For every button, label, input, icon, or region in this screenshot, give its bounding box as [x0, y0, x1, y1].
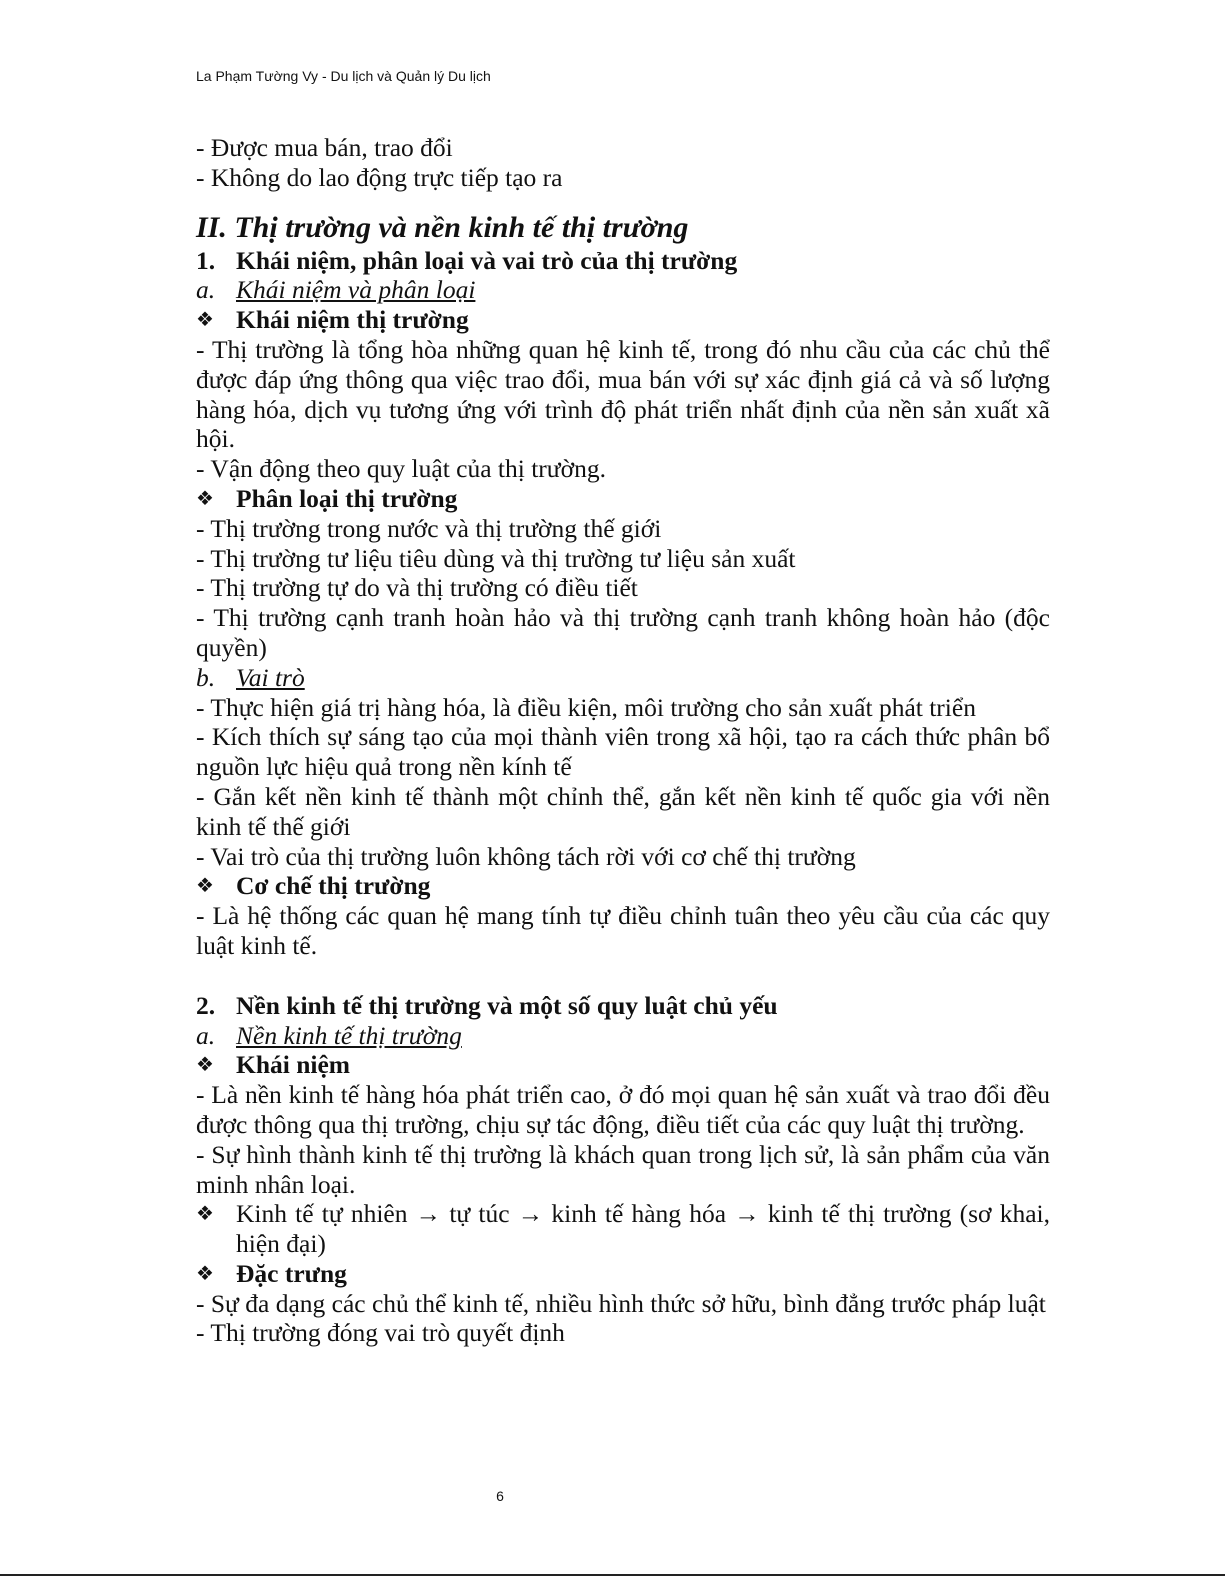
sub-heading-text: Khái niệm và phân loại [236, 275, 476, 305]
paragraph: - Thị trường tư liệu tiêu dùng và thị trường tư liệu sản xuất [196, 543, 796, 573]
diamond-bullet-icon: ❖ [196, 1260, 214, 1285]
paragraph: - Gắn kết nền kinh tế thành một chỉnh thể, gắn kết nền kinh tế quốc gia với nền kinh tế thế giới [196, 781, 1050, 841]
subsection-heading-1 [196, 246, 1050, 276]
diamond-bullet-icon: ❖ [196, 1052, 214, 1077]
paragraph: - Được mua bán, trao đổi [196, 133, 453, 162]
paragraph: - Kích thích sự sáng tạo của mọi thành viên trong xã hội, tạo ra cách thức phân bổ nguồn lực hiệu quả trong nền kính tế [196, 722, 1050, 782]
paragraph: - Là nền kinh tế hàng hóa phát triển cao, ở đó mọi quan hệ sản xuất và trao đổi đều được thông qua thị trường, chịu sự tác động, điều tiết của các quy luật thị trường. [196, 1080, 1050, 1139]
sub-heading-b [196, 663, 1050, 693]
heading-number: 1. [196, 245, 216, 275]
bullet-text: Khái niệm [236, 1050, 351, 1080]
diamond-bullet-icon: ❖ [196, 1201, 214, 1226]
paragraph: - Thị trường trong nước và thị trường thế giới [196, 513, 662, 543]
paragraph: - Thị trường cạnh tranh hoàn hảo và thị trường cạnh tranh không hoàn hảo (độc quyền) [196, 603, 1050, 662]
paragraph: - Vận động theo quy luật của thị trường. [196, 454, 606, 484]
bullet-text: Cơ chế thị trường [236, 871, 431, 901]
sub-heading-text: Vai trò [236, 662, 305, 692]
paragraph: - Thị trường tự do và thị trường có điều tiết [196, 573, 638, 603]
heading-number: 2. [196, 990, 216, 1020]
page-bottom-rule [0, 1574, 1225, 1576]
diamond-bullet-icon: ❖ [196, 485, 214, 510]
diamond-bullet-icon: ❖ [196, 307, 214, 332]
bullet-heading [196, 871, 1050, 901]
heading-text: Nền kinh tế thị trường và một số quy luật chủ yếu [236, 990, 778, 1020]
bullet-text: Khái niệm thị trường [236, 305, 469, 335]
subsection-heading-2 [196, 991, 1050, 1021]
paragraph: - Vai trò của thị trường luôn không tách rời với cơ chế thị trường [196, 841, 856, 871]
page-number: 6 [496, 1488, 504, 1504]
paragraph: - Là hệ thống các quan hệ mang tính tự điều chỉnh tuân theo yêu cầu của các quy luật kinh tế. [196, 901, 1050, 960]
page-header: La Phạm Tường Vy - Du lịch và Quản lý Du lịch [196, 68, 491, 84]
sub-heading-a [196, 1021, 1050, 1051]
sub-heading-text: Nền kinh tế thị trường [236, 1020, 462, 1050]
section-heading: II. Thị trường và nền kinh tế thị trường [196, 210, 689, 244]
paragraph: - Thực hiện giá trị hàng hóa, là điều kiện, môi trường cho sản xuất phát triển [196, 692, 976, 722]
heading-text: Khái niệm, phân loại và vai trò của thị trường [236, 245, 738, 275]
bullet-heading [196, 1050, 1050, 1080]
sub-heading-a [196, 275, 1050, 305]
paragraph: - Không do lao động trực tiếp tạo ra [196, 162, 563, 192]
bullet-text: Phân loại thị trường [236, 483, 458, 513]
sub-heading-letter: a. [196, 1020, 216, 1050]
sub-heading-letter: a. [196, 275, 216, 305]
paragraph: - Sự hình thành kinh tế thị trường là khách quan trong lịch sử, là sản phẩm của văn minh nhân loại. [196, 1139, 1050, 1199]
paragraph: - Thị trường đóng vai trò quyết định [196, 1318, 565, 1348]
bullet-item [196, 1199, 1050, 1259]
bullet-heading [196, 1259, 1050, 1289]
document-body [196, 133, 1050, 1348]
sub-heading-letter: b. [196, 662, 216, 692]
paragraph: - Thị trường là tổng hòa những quan hệ kinh tế, trong đó nhu cầu của các chủ thể được đáp ứng thông qua việc trao đổi, mua bán với sự xác định giá cả và số lượng hàng hóa, dịch vụ tương ứng với trình độ phát triển nhất định của nền sản xuất xã hội. [196, 334, 1050, 454]
bullet-text: Đặc trưng [236, 1258, 347, 1288]
bullet-heading [196, 484, 1050, 514]
bullet-heading [196, 305, 1050, 335]
bullet-text: Kinh tế tự nhiên → tự túc → kinh tế hàng hóa → kinh tế thị trường (sơ khai, hiện đại) [236, 1199, 1050, 1259]
paragraph: - Sự đa dạng các chủ thể kinh tế, nhiều hình thức sở hữu, bình đẳng trước pháp luật [196, 1288, 1046, 1318]
diamond-bullet-icon: ❖ [196, 873, 214, 898]
